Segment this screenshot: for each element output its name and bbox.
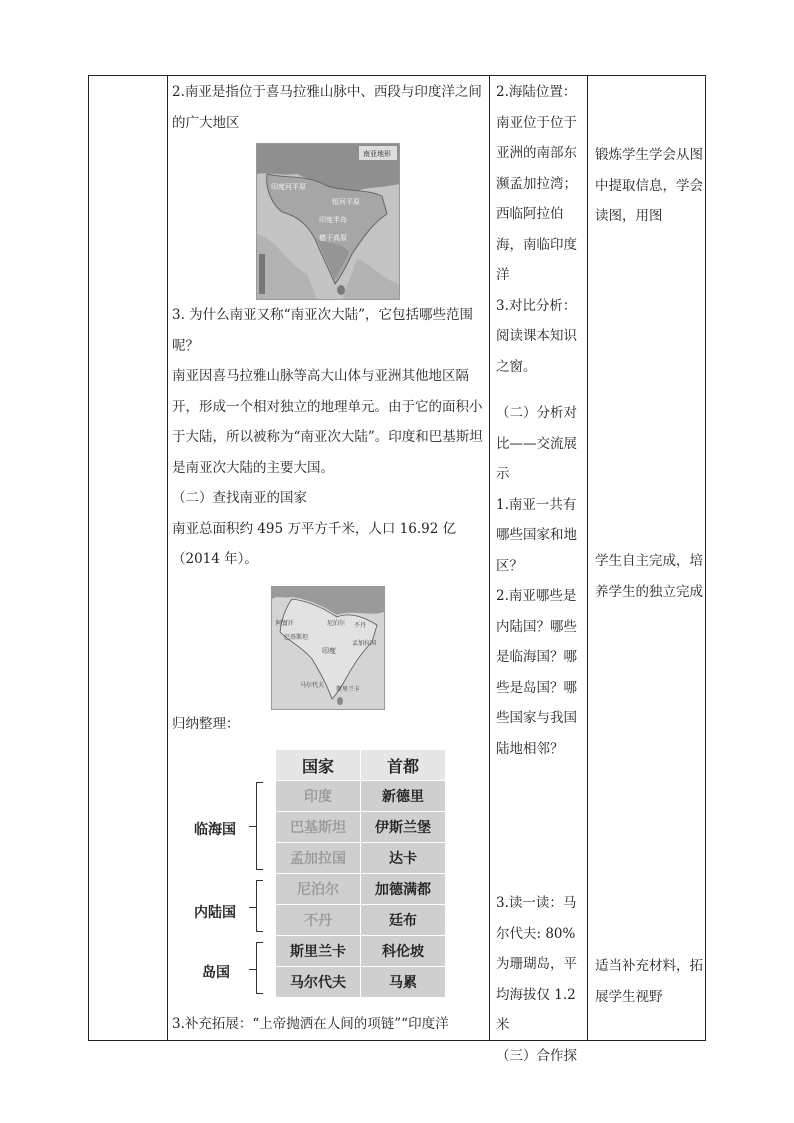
paragraph: 3.补充拓展：“上帝抛洒在人间的项链”“印度洋 — [172, 1016, 449, 1032]
capital-cell: 伊斯兰堡 — [361, 812, 446, 843]
map-title: 南亚地形 — [363, 150, 391, 158]
group-brace — [256, 880, 257, 932]
column-divider — [167, 75, 168, 1041]
country-capital-summary — [172, 749, 472, 1004]
paragraph: 3. 为什么南亚又称“南亚次大陆”，它包括哪些范围呢？ — [172, 307, 473, 354]
south-asia-terrain-map — [256, 143, 400, 300]
country-cell: 尼泊尔 — [276, 874, 361, 905]
column-divider — [587, 75, 588, 1041]
paragraph: （三）合作探 — [496, 1047, 577, 1064]
map-label: 德干高原 — [319, 234, 347, 242]
paragraph: 归纳整理： — [172, 715, 240, 732]
header-capital: 首都 — [361, 750, 446, 781]
paragraph: 南亚因喜马拉雅山脉等高大山体与亚洲其他地区隔开，形成一个相对独立的地理单元。由于它的面积小于大陆，所以被称为“南亚次大陆”。印度和巴基斯坦是南亚次大陆的主要大国。 — [172, 368, 483, 476]
capital-cell: 新德里 — [361, 781, 446, 812]
capital-cell: 科伦坡 — [361, 936, 446, 967]
map-label: 恒河平原 — [332, 198, 360, 206]
map-label: 巴基斯坦 — [284, 634, 309, 641]
capital-cell: 达卡 — [361, 843, 446, 874]
group-brace — [256, 942, 257, 994]
design-intent-3 — [595, 951, 703, 1012]
header-country: 国家 — [276, 750, 361, 781]
paragraph: 2.海陆位置：南亚位于位于亚洲的南部东濒孟加拉湾；西临阿拉伯海，南临印度洋 — [496, 84, 577, 283]
paragraph: 学生自主完成，培养学生的独立完成 — [595, 553, 703, 600]
country-cell: 马尔代夫 — [276, 967, 361, 998]
capital-cell: 马累 — [361, 967, 446, 998]
student-activity-column-lower — [496, 888, 582, 1071]
brace-tip — [249, 907, 257, 908]
paragraph: 2.南亚哪些是内陆国？哪些是临海国？哪些是岛国？哪些国家与我国陆地相邻？ — [496, 588, 577, 757]
brace-tip — [249, 969, 257, 970]
country-cell: 印度 — [276, 781, 361, 812]
map-label: 印度 — [322, 647, 336, 655]
map-label: 阿富汗 — [276, 620, 295, 627]
section-heading: （二）分析对比——交流展示 — [496, 405, 577, 482]
south-asia-countries-map — [271, 586, 385, 710]
student-activity-column — [496, 77, 582, 764]
country-cell: 不丹 — [276, 905, 361, 936]
country-cell: 斯里兰卡 — [276, 936, 361, 967]
map-label: 印度半岛 — [319, 216, 347, 224]
design-intent-2 — [595, 546, 703, 607]
capital-table — [275, 749, 446, 998]
map-label: 孟加拉国 — [352, 640, 377, 647]
capital-cell: 廷布 — [361, 905, 446, 936]
paragraph: 2.南亚是指位于喜马拉雅山脉中、西段与印度洋之间的广大地区 — [172, 84, 482, 131]
group-label: 临海国 — [194, 822, 236, 838]
group-label: 岛国 — [202, 965, 230, 981]
paragraph: 适当补充材料，拓展学生视野 — [595, 958, 703, 1005]
country-cell: 巴基斯坦 — [276, 812, 361, 843]
map-label: 斯里兰卡 — [336, 686, 361, 693]
paragraph: 3.对比分析：阅读课本知识之窗。 — [496, 297, 577, 375]
map-label: 马尔代夫 — [300, 682, 325, 689]
design-intent-1 — [595, 140, 703, 232]
map-label: 尼泊尔 — [327, 620, 346, 627]
section-heading: （二）查找南亚的国家 — [172, 490, 307, 506]
paragraph: 1.南亚一共有哪些国家和地区？ — [496, 496, 577, 574]
map-label: 印度河平原 — [271, 183, 306, 191]
group-label: 内陆国 — [194, 905, 236, 921]
paragraph: 南亚总面积约 495 万平方千米，人口 16.92 亿（2014 年）。 — [172, 520, 457, 567]
map-label: 不丹 — [354, 622, 367, 629]
brace-tip — [249, 826, 257, 827]
country-cell: 孟加拉国 — [276, 843, 361, 874]
paragraph: 锻炼学生学会从图中提取信息，学会读图，用图 — [595, 147, 703, 224]
column-divider — [489, 75, 490, 1041]
paragraph: 3.读一读：马尔代夫: 80%为珊瑚岛，平均海拔仅 1.2 米 — [496, 895, 577, 1033]
capital-cell: 加德满都 — [361, 874, 446, 905]
